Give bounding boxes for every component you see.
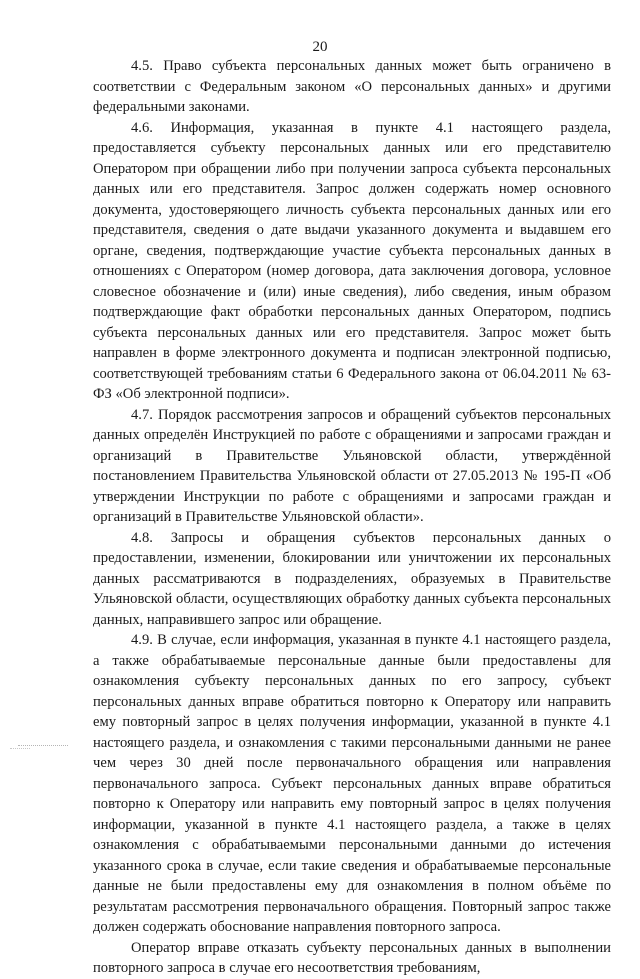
body-text xyxy=(93,56,611,979)
scan-margin-mark xyxy=(18,745,68,747)
paragraph-operator-refusal: Оператор вправе отказать субъекту персональных данных в выполнении повторного запроса в случае его несоответствия требованиям, xyxy=(93,939,611,976)
page-number: 20 xyxy=(312,39,328,55)
paragraph-4-8: 4.8. Запросы и обращения субъектов персональных данных о предоставлении, изменении, блокировании или уничтожении их персональных данных рассматриваются в подразделениях, образуемых в Правительстве Ульяновской области, осуществляющих обработку данных субъекта персональных данных, направившего запрос или обращение. xyxy=(93,529,611,628)
paragraph-4-9: 4.9. В случае, если информация, указанная в пункте 4.1 настоящего раздела, а также обрабатываемые персональные данные были предоставлены для ознакомления субъекту персональных данных по его запросу, субъект персональных данных вправе обратиться повторно к Оператору или направить ему повторный запрос в целях получения информации, указанной в пункте 4.1 настоящего раздела, и ознакомления с такими персональными данными не ранее чем через 30 дней после первоначального обращения или направления первоначального запроса. Субъект персональных данных вправе обратиться повторно к Оператору или направить ему повторный запрос в целях получения информации, указанной в пункте 4.1 настоящего раздела, а также в целях ознакомления с обрабатываемыми персональными данными до истечения указанного срока в случае, если такие сведения и обрабатываемые персональные данные не были предоставлены ему для ознакомления в полном объёме по результатам рассмотрения первоначального обращения. Повторный запрос также должен содержать обоснование направления повторного запроса. xyxy=(93,632,611,935)
paragraph-4-7: 4.7. Порядок рассмотрения запросов и обращений субъектов персональных данных определён Инструкцией по работе с обращениями и запросами граждан и организаций в Правительстве Ульяновской области, утверждённой постановлением Правительства Ульяновской области от 27.05.2013 № 195-П «Об утверждении Инструкции по работе с обращениями и запросами граждан и организаций в Правительстве Ульяновской области». xyxy=(93,406,611,525)
paragraph-4-6: 4.6. Информация, указанная в пункте 4.1 настоящего раздела, предоставляется субъекту персональных данных или его представителю Оператором при обращении либо при получении запроса субъекта персональных данных или его представителя. Запрос должен содержать номер основного документа, удостоверяющего личность субъекта персональных данных или его представителя, сведения о дате выдачи указанного документа и выдавшем его органе, сведения, подтверждающие участие субъекта персональных данных в отношениях с Оператором (номер договора, дата заключения договора, условное словесное обозначение и (или) иные сведения), либо сведения, иным образом подтверждающие факт обработки персональных данных Оператором, подпись субъекта персональных данных или его представителя. Запрос может быть направлен в форме электронного документа и подписан электронной подписью, соответствующей требованиям статьи 6 Федерального закона от 06.04.2011 № 63-ФЗ «Об электронной подписи». xyxy=(93,119,611,402)
scan-margin-mark-small xyxy=(10,748,30,750)
paragraph-4-5: 4.5. Право субъекта персональных данных может быть ограничено в соответствии с Федеральным законом «О персональных данных» и другими федеральными законами. xyxy=(93,58,611,115)
